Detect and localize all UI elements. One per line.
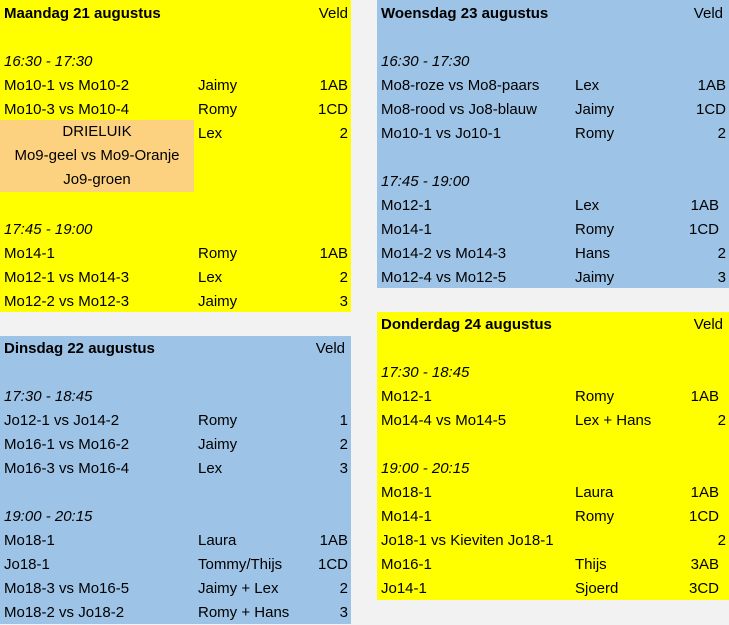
- veld-cell: 2: [339, 580, 348, 597]
- trainer-cell: Romy: [198, 245, 238, 262]
- match-cell: Mo12-4 vs Mo12-5: [381, 269, 507, 286]
- table-row: [377, 98, 729, 122]
- match-cell: Mo18-1: [381, 484, 432, 501]
- trainer-cell: Jaimy: [198, 436, 238, 453]
- trainer-cell: Hans: [575, 245, 611, 262]
- trainer-cell: Romy: [198, 412, 238, 429]
- table-row: [377, 218, 729, 242]
- time-slot: [377, 361, 729, 385]
- table-row: [377, 409, 729, 433]
- trainer-cell: Jaimy: [575, 101, 615, 118]
- spacer: [0, 194, 351, 218]
- match-cell: Mo18-1: [4, 532, 55, 549]
- trainer-cell: Romy: [575, 221, 615, 238]
- veld-cell: 3: [339, 293, 348, 310]
- match-cell: Mo14-4 vs Mo14-5: [381, 412, 507, 429]
- match-cell: Mo10-3 vs Mo10-4: [4, 101, 130, 118]
- trainer-cell: Sjoerd: [575, 580, 619, 597]
- match-cell: Jo18-1 vs Kieviten Jo18-1: [381, 532, 554, 549]
- match-cell: Mo10-1 vs Mo10-2: [4, 77, 130, 94]
- veld-cell: 1AB: [690, 484, 719, 501]
- trainer-cell: Romy: [575, 508, 615, 525]
- veld-cell: 1AB: [319, 77, 348, 94]
- veld-cell: 3CD: [688, 580, 719, 597]
- time-label: 17:30 - 18:45: [381, 364, 470, 381]
- veld-cell: 2: [717, 412, 726, 429]
- table-row: [0, 529, 351, 553]
- match-cell: Mo12-1: [381, 388, 432, 405]
- dinsdag-block: [0, 336, 351, 624]
- veld-cell: 1AB: [690, 197, 719, 214]
- match-cell: Jo12-1 vs Jo14-2: [4, 412, 120, 429]
- veld-cell: 3: [339, 604, 348, 621]
- spacer: [0, 481, 351, 505]
- veld-cell: 2: [717, 532, 726, 549]
- match-cell: Mo18-2 vs Jo18-2: [4, 604, 125, 621]
- time-slot: [0, 218, 351, 242]
- spacer: [377, 146, 729, 170]
- trainer-cell: Lex: [575, 197, 600, 214]
- trainer-cell: Thijs: [575, 556, 607, 573]
- trainer-cell: Romy: [575, 388, 615, 405]
- table-row: [377, 577, 729, 601]
- veld-cell: 1AB: [319, 532, 348, 549]
- veld-cell: 1CD: [317, 556, 348, 573]
- match-cell: Mo8-roze vs Mo8-paars: [381, 77, 540, 94]
- table-row: [377, 266, 729, 290]
- veld-header: Veld: [318, 5, 348, 22]
- veld-cell: 3: [339, 460, 348, 477]
- veld-cell: 2: [339, 436, 348, 453]
- day-title: Maandag 21 augustus: [4, 5, 161, 22]
- drieluik-title: DRIELUIK: [62, 123, 132, 140]
- drieluik-match: Mo9-geel vs Mo9-Oranje: [14, 147, 180, 164]
- trainer-cell: Laura: [575, 484, 614, 501]
- table-row: [0, 433, 351, 457]
- table-row: [0, 98, 351, 122]
- trainer-cell: Romy: [575, 125, 615, 142]
- trainer-cell: Lex: [575, 77, 600, 94]
- table-row: [377, 385, 729, 409]
- day-header: [0, 337, 351, 361]
- trainer-cell: Romy + Hans: [198, 604, 290, 621]
- match-cell: Mo12-2 vs Mo12-3: [4, 293, 130, 310]
- time-slot: [377, 457, 729, 481]
- veld-cell: 2: [339, 269, 348, 286]
- veld-cell: 1AB: [697, 77, 726, 94]
- trainer-cell: Lex: [198, 460, 223, 477]
- day-header: [0, 2, 351, 26]
- match-cell: Mo14-1: [381, 221, 432, 238]
- day-header: [377, 313, 729, 337]
- time-label: 17:45 - 19:00: [4, 221, 93, 238]
- veld-cell: 2: [717, 125, 726, 142]
- table-row: [0, 266, 351, 290]
- time-label: 19:00 - 20:15: [381, 460, 470, 477]
- time-slot: [377, 50, 729, 74]
- match-cell: Mo10-1 vs Jo10-1: [381, 125, 502, 142]
- match-cell: Mo14-1: [4, 245, 55, 262]
- match-cell: Mo16-1: [381, 556, 432, 573]
- match-cell: Mo18-3 vs Mo16-5: [4, 580, 130, 597]
- veld-cell: 1CD: [695, 101, 726, 118]
- veld-cell: 2: [339, 125, 348, 142]
- spacer: [377, 433, 729, 457]
- veld-cell: 1CD: [688, 508, 719, 525]
- trainer-cell: Lex: [198, 269, 223, 286]
- veld-cell: 2: [717, 245, 726, 262]
- table-row: [0, 409, 351, 433]
- match-cell: Mo8-rood vs Jo8-blauw: [381, 101, 537, 118]
- trainer-cell: Romy: [198, 101, 238, 118]
- trainer-cell: Jaimy: [575, 269, 615, 286]
- spacer: [0, 361, 351, 385]
- match-cell: Mo16-3 vs Mo16-4: [4, 460, 130, 477]
- trainer-cell: Jaimy + Lex: [198, 580, 279, 597]
- table-row: [377, 122, 729, 146]
- table-row: [0, 290, 351, 314]
- spacer: [377, 26, 729, 50]
- trainer-cell: Lex + Hans: [575, 412, 652, 429]
- spacer: [0, 26, 351, 50]
- table-row: [377, 242, 729, 266]
- time-slot: [0, 505, 351, 529]
- table-row: [377, 553, 729, 577]
- maandag-block: [0, 0, 351, 312]
- table-row: [377, 529, 729, 553]
- day-title: Dinsdag 22 augustus: [4, 340, 155, 357]
- table-row: [0, 122, 351, 146]
- veld-cell: 3: [717, 269, 726, 286]
- match-cell: Mo14-1: [381, 508, 432, 525]
- veld-header: Veld: [693, 316, 723, 333]
- time-slot: [0, 385, 351, 409]
- spacer: [0, 146, 351, 170]
- table-row: [0, 577, 351, 601]
- woensdag-block: [377, 0, 729, 288]
- veld-header: Veld: [315, 340, 345, 357]
- trainer-cell: Jaimy: [198, 77, 238, 94]
- day-title: Donderdag 24 augustus: [381, 316, 552, 333]
- trainer-cell: Tommy/Thijs: [198, 556, 283, 573]
- table-row: [377, 505, 729, 529]
- match-cell: Mo14-2 vs Mo14-3: [381, 245, 507, 262]
- table-row: [0, 601, 351, 625]
- veld-cell: 1AB: [690, 388, 719, 405]
- spacer: [0, 170, 351, 194]
- time-slot: [377, 170, 729, 194]
- trainer-cell: Laura: [198, 532, 237, 549]
- time-label: 17:30 - 18:45: [4, 388, 93, 405]
- time-label: 17:45 - 19:00: [381, 173, 470, 190]
- table-row: [377, 74, 729, 98]
- table-row: [0, 242, 351, 266]
- veld-cell: 1AB: [319, 245, 348, 262]
- match-cell: Jo14-1: [381, 580, 427, 597]
- table-row: [377, 481, 729, 505]
- trainer-cell: Lex: [198, 125, 223, 142]
- match-cell: Mo16-1 vs Mo16-2: [4, 436, 130, 453]
- table-row: [0, 553, 351, 577]
- match-cell: Mo12-1 vs Mo14-3: [4, 269, 130, 286]
- match-cell: Mo12-1: [381, 197, 432, 214]
- time-label: 16:30 - 17:30: [4, 53, 93, 70]
- day-header: [377, 2, 729, 26]
- match-cell: Jo18-1: [4, 556, 50, 573]
- veld-cell: 3AB: [690, 556, 719, 573]
- table-row: [0, 457, 351, 481]
- table-row: [0, 74, 351, 98]
- trainer-cell: Jaimy: [198, 293, 238, 310]
- veld-cell: 1CD: [317, 101, 348, 118]
- table-row: [377, 194, 729, 218]
- veld-cell: 1CD: [688, 221, 719, 238]
- veld-header: Veld: [693, 5, 723, 22]
- drieluik-team: Jo9-groen: [63, 171, 131, 188]
- time-label: 19:00 - 20:15: [4, 508, 93, 525]
- day-title: Woensdag 23 augustus: [381, 5, 549, 22]
- time-slot: [0, 50, 351, 74]
- spacer: [377, 337, 729, 361]
- donderdag-block: [377, 312, 729, 600]
- time-label: 16:30 - 17:30: [381, 53, 470, 70]
- veld-cell: 1: [339, 412, 348, 429]
